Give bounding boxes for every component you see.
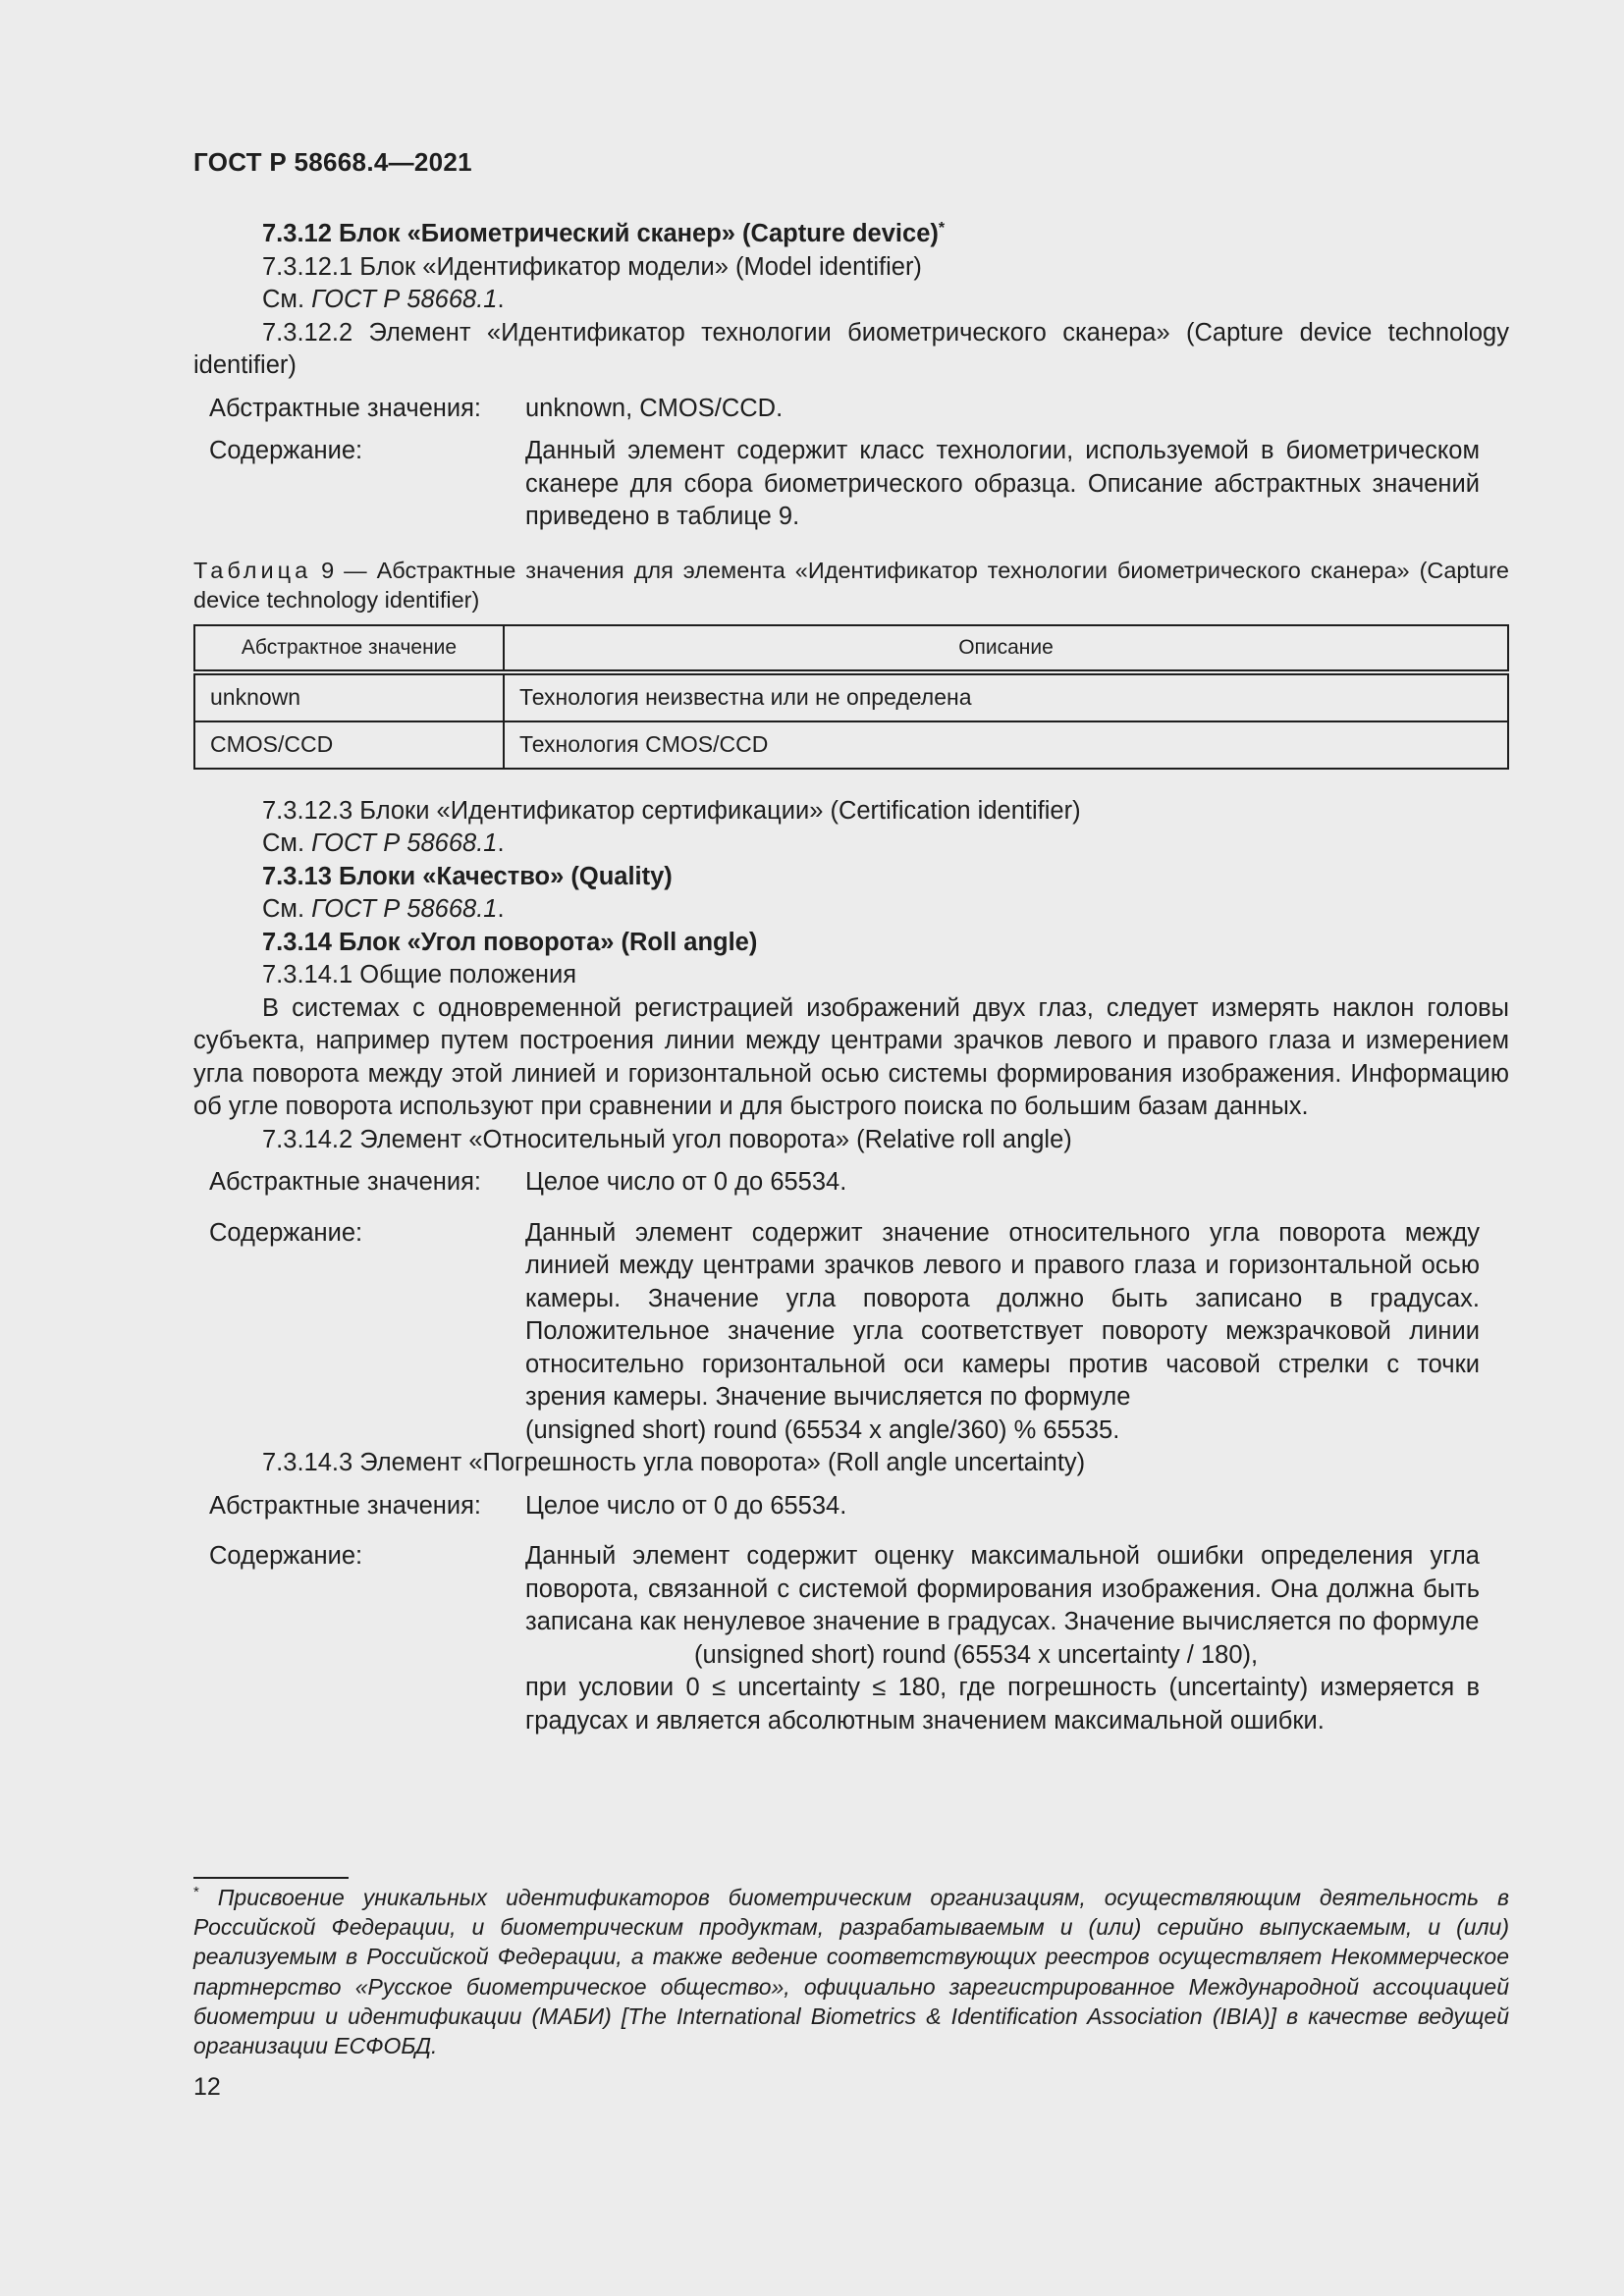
subsection-7-3-14-2-title: 7.3.14.2 Элемент «Относительный угол поворота» (Relative roll angle) xyxy=(262,1125,1072,1153)
paragraph-general-provisions: В системах с одновременной регистрацией изображений двух глаз, следует измерять наклон головы субъекта, например путем построения линии между центрами зрачков левого и правого глаза и измерением угла поворота между этой линией и горизонтальной осью системы формирования изображения. Информацию об угле поворота используют при сравнении и для быстрого поиска по большим базам данных. xyxy=(193,993,1509,1120)
subsection-7-3-12-2-title: 7.3.12.2 Элемент «Идентификатор технологии биометрического сканера» (Capture device technology identifier) xyxy=(193,318,1509,379)
footnote xyxy=(193,1883,1509,2060)
definition-value xyxy=(525,1540,1480,1737)
see-reference: См. ГОСТ Р 58668.1. xyxy=(262,286,505,313)
definition-row xyxy=(193,393,1509,426)
table-cell: Технология неизвестна или не определена xyxy=(504,672,1508,721)
table-header-row xyxy=(194,625,1508,672)
subsection-7-3-12-1-title: 7.3.12.1 Блок «Идентификатор модели» (Model identifier) xyxy=(262,252,922,281)
see-reference: См. ГОСТ Р 58668.1. xyxy=(262,829,505,857)
table-row xyxy=(194,672,1508,721)
subsection-7-3-12-3-title: 7.3.12.3 Блоки «Идентификатор сертификации» (Certification identifier) xyxy=(262,796,1081,825)
definition-value: Данный элемент содержит класс технологии, используемой в биометрическом сканере для сбора биометрического образца. Описание абстрактных значений приведено в таблице 9. xyxy=(525,437,1480,530)
definition-text: Данный элемент содержит оценку максимальной ошибки определения угла поворота, связанной с системой формирования изображения. Она должна быть записана как ненулевое значение в градусах. Значение вычисляется по формуле xyxy=(525,1542,1480,1635)
table-header-cell: Описание xyxy=(504,625,1508,672)
definition-row xyxy=(193,1540,1509,1737)
definition-value: unknown, CMOS/CCD. xyxy=(525,394,784,422)
definition-row xyxy=(193,1166,1509,1200)
footnote-separator xyxy=(193,1877,349,1879)
definition-value: Целое число от 0 до 65534. xyxy=(525,1168,847,1196)
definition-value xyxy=(525,1217,1480,1448)
section-7-3-13-heading: 7.3.13 Блоки «Качество» (Quality) xyxy=(262,862,673,890)
definition-label: Содержание: xyxy=(209,1218,363,1247)
definition-row xyxy=(193,1217,1509,1448)
subsection-7-3-14-3-title: 7.3.14.3 Элемент «Погрешность угла поворота» (Roll angle uncertainty) xyxy=(262,1449,1086,1476)
definition-label: Абстрактные значения: xyxy=(209,394,482,422)
subsection-7-3-14-1-title: 7.3.14.1 Общие положения xyxy=(262,961,577,988)
table-cell: unknown xyxy=(194,672,504,721)
definition-row xyxy=(193,1490,1509,1523)
gost-reference-link: ГОСТ Р 58668.1 xyxy=(311,895,498,923)
definition-label: Абстрактные значения: xyxy=(209,1168,482,1196)
formula: (unsigned short) round (65534 x angle/360) % 65535. xyxy=(525,1415,1120,1444)
table-row xyxy=(194,721,1508,769)
definition-label: Содержание: xyxy=(209,1542,363,1570)
table-9 xyxy=(193,624,1509,770)
definition-row xyxy=(193,435,1509,534)
formula: (unsigned short) round (65534 x uncertainty / 180), xyxy=(694,1640,1259,1669)
definition-text: Данный элемент содержит значение относительного угла поворота между линией между центрами зрачков левого и правого глаза и горизонтальной осью камеры. Значение угла поворота должно быть записано в градусах. Положительное значение угла соответствует повороту межзрачковой линии относительно горизонтальной оси камеры против часовой стрелки с точки зрения камеры. Значение вычисляется по формуле xyxy=(525,1218,1480,1411)
table-cell: CMOS/CCD xyxy=(194,721,504,769)
table-header-cell: Абстрактное значение xyxy=(194,625,504,672)
footnote-reference[interactable]: * xyxy=(938,220,946,237)
gost-reference-link: ГОСТ Р 58668.1 xyxy=(311,286,498,313)
footnote-mark: * xyxy=(193,1884,199,1900)
gost-reference-link: ГОСТ Р 58668.1 xyxy=(311,829,498,857)
footnote-text: Присвоение уникальных идентификаторов биометрическим организациям, осуществляющим деятельность в Российской Федерации, и биометрическим продуктам, разрабатываемым и (или) серийно выпускаемым, и (или) реализуемым в Российской Федерации, а также ведение соответствующих реестров осуществляет Некоммерческое партнерство «Русское биометрическое общество», официально зарегистрированное Международной ассоциацией биометрии и идентификации (МАБИ) [The International Biometrics & Identification Association (IBIA)] в качестве ведущей организации ЕСФОБД. xyxy=(193,1885,1510,2059)
see-reference: См. ГОСТ Р 58668.1. xyxy=(262,895,505,923)
main-content xyxy=(193,218,1509,1737)
table-cell: Технология CMOS/CCD xyxy=(504,721,1508,769)
section-7-3-12-heading: 7.3.12 Блок «Биометрический сканер» (Capture device)* xyxy=(262,220,946,247)
document-header: ГОСТ Р 58668.4—2021 xyxy=(193,147,472,177)
table-caption: Таблица 9 — Абстрактные значения для элемента «Идентификатор технологии биометрического сканера» (Capture device technology identifier) xyxy=(193,557,1509,613)
section-7-3-14-heading: 7.3.14 Блок «Угол поворота» (Roll angle) xyxy=(262,928,758,956)
definition-label: Абстрактные значения: xyxy=(209,1491,482,1520)
definition-text: при условии 0 ≤ uncertainty ≤ 180, где погрешность (uncertainty) измеряется в градусах и является абсолютным значением максимальной ошибки. xyxy=(525,1674,1480,1735)
page-number: 12 xyxy=(193,2073,221,2101)
definition-value: Целое число от 0 до 65534. xyxy=(525,1491,847,1520)
sections-after-table xyxy=(193,795,1509,1157)
definition-label: Содержание: xyxy=(209,437,363,464)
